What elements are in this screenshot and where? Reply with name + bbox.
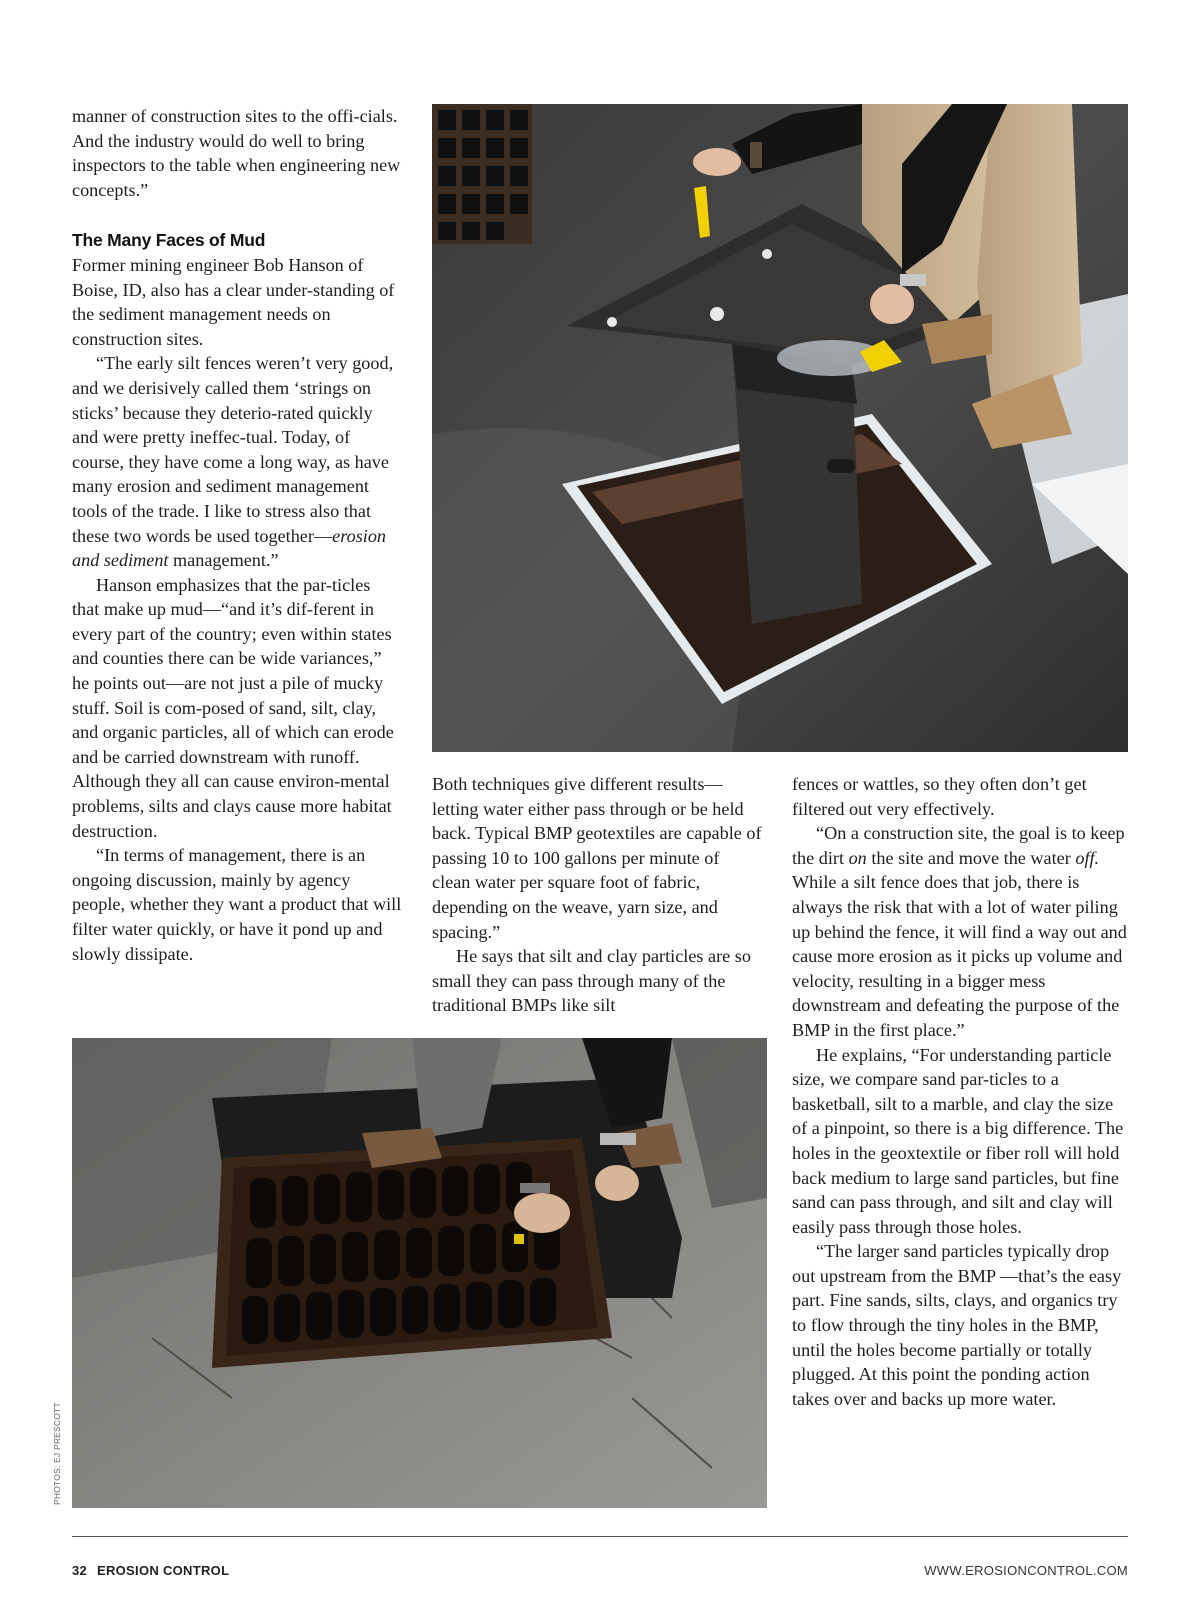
- paragraph: “The larger sand particles typically drop out upstream from the BMP —that’s the easy part. Fine sands, silts, clays, and organics try to flow through the tiny holes in the BMP, until the holes become partially or totally plugged. At this point the ponding action takes over and backs up more water.: [792, 1241, 1122, 1409]
- storm-grate: [212, 1138, 612, 1368]
- paragraph: fences or wattles, so they often don’t get filtered out very effectively.: [792, 774, 1087, 819]
- paragraph: “In terms of management, there is an ongoing discussion, mainly by agency people, whether they want a product that will filter water quickly, or have it pond up and slowly dissipate.: [72, 845, 402, 964]
- paragraph: “On a construction site, the goal is to keep the dirt on the site and move the water off. While a silt fence does that job, there is always the risk that with a lot of water piling up behind the fence, it will find a way out and cause more erosion as it picks up volume and velocity, resulting in a bigger mess downstream and defeating the purpose of the BMP in the first place.”: [792, 823, 1127, 1040]
- grate-fabric-photo: [72, 1038, 767, 1508]
- magazine-name: EROSION CONTROL: [96, 1563, 230, 1578]
- photo-credit: PHOTOS: EJ PRESCOTT: [52, 1402, 62, 1505]
- intro-paragraph: manner of construction sites to the offi-cials. And the industry would do well to bring inspectors to the table when engineering new concepts.”: [72, 106, 401, 200]
- paragraph: Former mining engineer Bob Hanson of Boise, ID, also has a clear under-standing of the sediment management needs on construction sites.: [72, 254, 395, 349]
- paragraph: “The early silt fences weren’t very good, and we derisively called them ‘strings on sticks’ because they deterio-rated quickly and were pretty ineffec-tual. Today, of course, they have come a long way, as have many erosion and sediment management tools of the trade. I like to stress also that these two words be used together—erosion and sediment management.”: [72, 353, 394, 571]
- footer-rule: [72, 1536, 1128, 1537]
- paragraph: Hanson emphasizes that the par-ticles that make up mud—“and it’s dif-ferent in every part of the country; even within states and counties there can be wide variances,” he points out—are not just a pile of mucky stuff. Soil is com-posed of sand, silt, clay, and organic particles, all of which can erode and be carried downstream with runoff. Although they all can cause environ-mental problems, silts and clays cause more habitat destruction.: [72, 574, 394, 841]
- storm-drain-filter-photo: [432, 104, 1128, 752]
- storm-drain-filter-illustration: [432, 104, 1128, 752]
- paragraph: He explains, “For understanding particle size, we compare sand par-ticles to a basketball, silt to a marble, and clay the size of a pinpoint, so there is a big difference. The holes in the geoxtextile or fiber roll will hold back medium to large sand particles, but fine sand can pass through, and silt and clay will easily pass through those holes.: [792, 1044, 1124, 1237]
- grate-fabric-illustration: [72, 1038, 767, 1508]
- middle-text-column: [432, 772, 762, 1018]
- section-heading: The Many Faces of Mud: [72, 230, 266, 251]
- footer-url: WWW.EROSIONCONTROL.COM: [924, 1563, 1128, 1578]
- metal-grate: [432, 104, 532, 244]
- left-text-column: [72, 104, 402, 966]
- paragraph: Both techniques give different results—letting water either pass through or be held back. Typical BMP geotextiles are capable of passing 10 to 100 gallons per minute of clean water per square foot of fabric, depending on the weave, yarn size, and spacing.”: [432, 774, 762, 942]
- page-number: 32: [72, 1563, 88, 1578]
- right-text-column: [792, 772, 1128, 1411]
- paragraph: He says that silt and clay particles are so small they can pass through many of the traditional BMPs like silt: [432, 946, 751, 1016]
- footer-left: [72, 1563, 229, 1578]
